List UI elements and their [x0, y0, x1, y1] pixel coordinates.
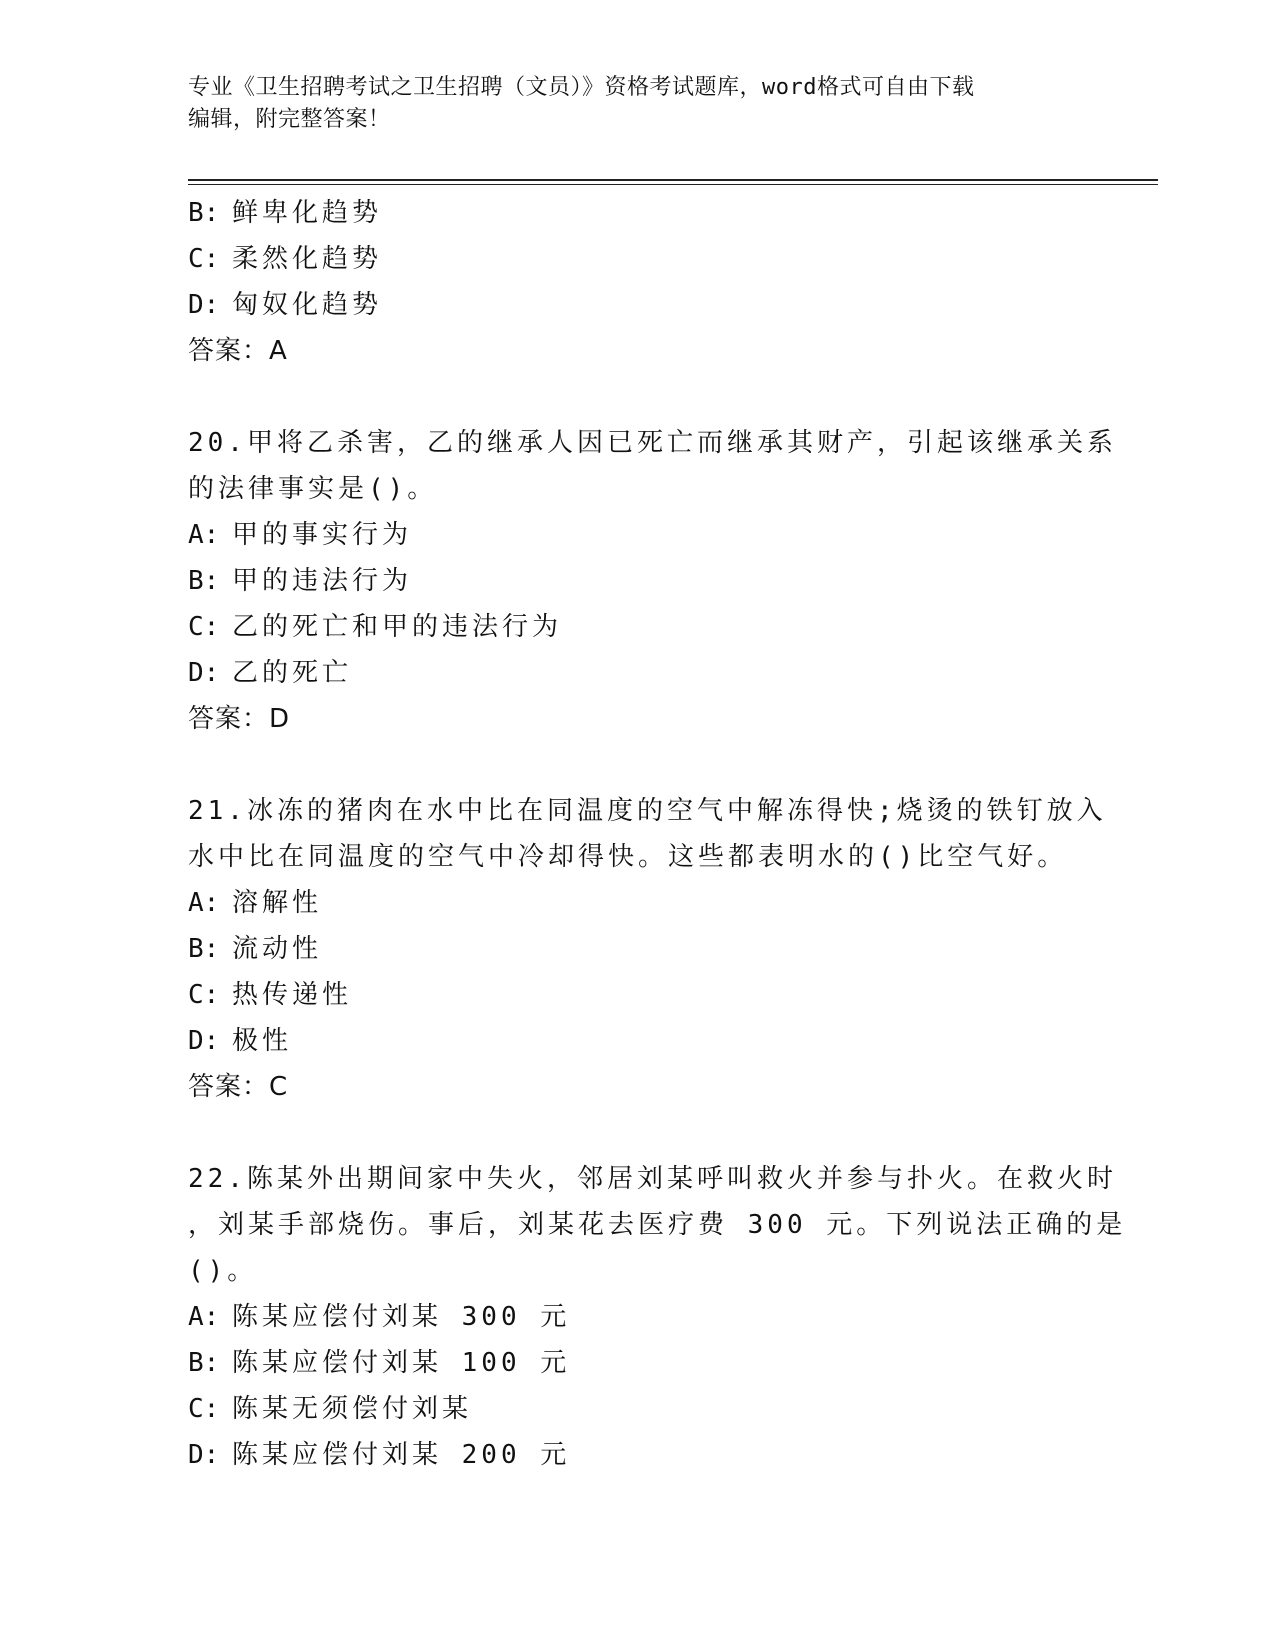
option-c: C: 乙的死亡和甲的违法行为: [188, 612, 563, 642]
question-stem: ()。: [188, 1256, 258, 1286]
question-21: [188, 788, 1107, 1110]
question-22: [188, 1156, 1127, 1478]
option-d: D: 匈奴化趋势: [188, 290, 383, 320]
header-line-1: 专业《卫生招聘考试之卫生招聘（文员）》资格考试题库，word格式可自由下载: [188, 75, 975, 100]
option-a: A: 陈某应偿付刘某 300 元: [188, 1302, 571, 1332]
option-a: A: 溶解性: [188, 888, 323, 918]
option-c: C: 热传递性: [188, 980, 353, 1010]
question-stem: 20.甲将乙杀害，乙的继承人因已死亡而继承其财产，引起该继承关系: [188, 428, 1117, 458]
question-20: [188, 420, 1117, 742]
question-stem: 22.陈某外出期间家中失火，邻居刘某呼叫救火并参与扑火。在救火时: [188, 1164, 1117, 1194]
question-stem: 的法律事实是()。: [188, 474, 438, 504]
question-stem: 水中比在同温度的空气中冷却得快。这些都表明水的()比空气好。: [188, 842, 1068, 872]
page-header: [188, 72, 1088, 136]
header-line-2: 编辑，附完整答案！: [188, 107, 391, 132]
option-c: C: 柔然化趋势: [188, 244, 383, 274]
option-a: A: 甲的事实行为: [188, 520, 413, 550]
option-d: D: 极性: [188, 1026, 293, 1056]
question-stem: 21.冰冻的猪肉在水中比在同温度的空气中解冻得快;烧烫的铁钉放入: [188, 796, 1107, 826]
question-stem: ，刘某手部烧伤。事后，刘某花去医疗费 300 元。下列说法正确的是: [188, 1210, 1127, 1240]
answer-line: 答案：C: [188, 1072, 289, 1102]
answer-line: 答案：A: [188, 336, 288, 366]
question-19-tail: [188, 190, 1088, 374]
option-b: B: 甲的违法行为: [188, 566, 413, 596]
question-list: [188, 190, 1127, 1478]
answer-line: 答案：D: [188, 704, 291, 734]
option-c: C: 陈某无须偿付刘某: [188, 1394, 473, 1424]
option-b: B: 鲜卑化趋势: [188, 198, 383, 228]
header-divider-thin: [188, 184, 1158, 185]
option-d: D: 乙的死亡: [188, 658, 353, 688]
header-divider: [188, 179, 1158, 181]
option-b: B: 流动性: [188, 934, 323, 964]
option-b: B: 陈某应偿付刘某 100 元: [188, 1348, 571, 1378]
option-d: D: 陈某应偿付刘某 200 元: [188, 1440, 571, 1470]
